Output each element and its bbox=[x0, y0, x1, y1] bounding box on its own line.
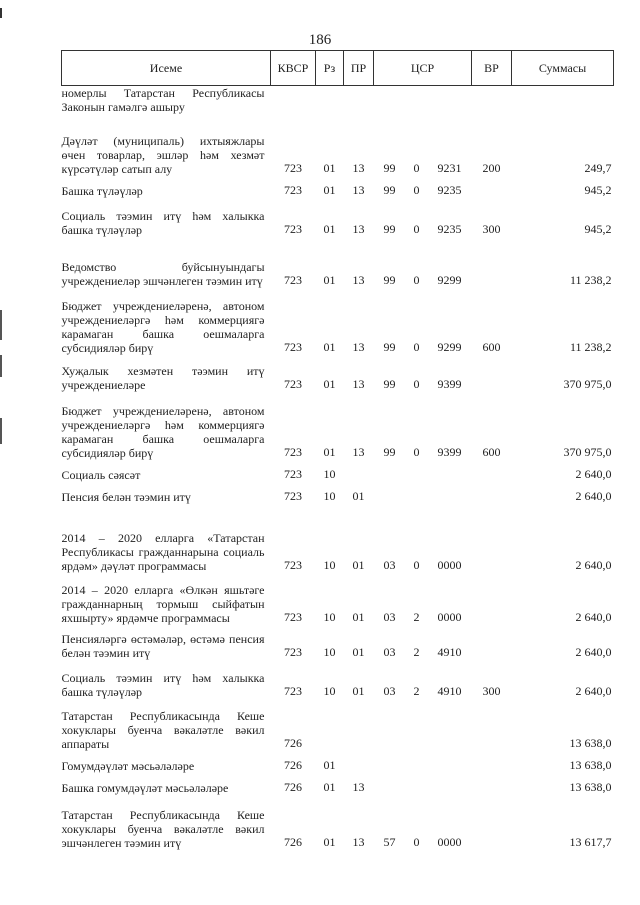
cell-sum: 2 640,0 bbox=[575, 557, 612, 572]
header-rz: Рз bbox=[316, 51, 344, 86]
table-row bbox=[62, 198, 614, 237]
table-row bbox=[62, 86, 614, 116]
cell-csr2: 2 bbox=[413, 644, 420, 659]
cell-sum: 2 640,0 bbox=[575, 683, 612, 698]
cell-csr1: 99 bbox=[383, 376, 396, 391]
cell-csr3: 4910 bbox=[437, 683, 462, 698]
cell-csr2: 0 bbox=[413, 376, 420, 391]
cell-rz: 10 bbox=[323, 609, 336, 624]
cell-csr1: 99 bbox=[383, 221, 396, 236]
cell-sum: 13 638,0 bbox=[569, 757, 612, 772]
cell-kvsr: 726 bbox=[284, 735, 302, 750]
table-row bbox=[62, 751, 614, 773]
cell-sum: 11 238,2 bbox=[569, 339, 612, 354]
table-row bbox=[62, 795, 614, 850]
cell-rz: 01 bbox=[323, 339, 336, 354]
cell-csr1: 99 bbox=[383, 272, 396, 287]
cell-name: Бюджет учреждениеләренә, автоном учреждениеләргә һәм коммерциягә карамаган башка оешмаларга субсидияләр бирү bbox=[61, 403, 265, 460]
cell-vr: 200 bbox=[482, 160, 501, 175]
cell-csr2: 0 bbox=[413, 834, 420, 849]
cell-vr bbox=[472, 751, 512, 773]
cell-name: Башка түләүләр bbox=[61, 183, 143, 198]
cell-csr1 bbox=[374, 460, 406, 482]
cell-csr3: 9231 bbox=[437, 160, 462, 175]
cell-rz: 01 bbox=[323, 376, 336, 391]
cell-pr: 13 bbox=[352, 182, 365, 197]
cell-csr1 bbox=[374, 86, 406, 116]
cell-name: Социаль тәэмин итү һәм халыкка башка түләүләр bbox=[61, 208, 265, 237]
scan-margin-line bbox=[0, 355, 2, 377]
cell-csr3: 0000 bbox=[437, 834, 462, 849]
cell-csr3: 9299 bbox=[437, 272, 462, 287]
cell-pr: 01 bbox=[352, 644, 365, 659]
cell-rz bbox=[316, 699, 344, 751]
cell-rz: 01 bbox=[323, 272, 336, 287]
table-header-row bbox=[62, 51, 614, 86]
table-row bbox=[62, 573, 614, 625]
cell-csr3 bbox=[428, 460, 472, 482]
cell-csr3: 0000 bbox=[437, 557, 462, 572]
cell-sum: 2 640,0 bbox=[575, 609, 612, 624]
cell-sum: 370 975,0 bbox=[563, 376, 612, 391]
cell-pr: 01 bbox=[352, 683, 365, 698]
cell-pr: 01 bbox=[352, 488, 365, 503]
cell-pr: 13 bbox=[352, 834, 365, 849]
cell-vr bbox=[472, 482, 512, 504]
cell-name: Социаль сәясәт bbox=[61, 467, 141, 482]
cell-kvsr: 723 bbox=[284, 609, 302, 624]
cell-pr: 13 bbox=[352, 339, 365, 354]
table-row bbox=[62, 625, 614, 660]
cell-csr3: 9399 bbox=[437, 444, 462, 459]
cell-name: 2014 – 2020 елларга «Өлкән яшьтәге гражданнарның тормыш сыйфатын яхшырту» ярдәмче программасы bbox=[61, 582, 265, 625]
cell-sum: 2 640,0 bbox=[575, 488, 612, 503]
cell-sum: 2 640,0 bbox=[575, 644, 612, 659]
table-row bbox=[62, 355, 614, 392]
cell-sum: 2 640,0 bbox=[575, 466, 612, 481]
cell-csr1: 57 bbox=[383, 834, 396, 849]
cell-csr3: 0000 bbox=[437, 609, 462, 624]
cell-kvsr: 723 bbox=[284, 444, 302, 459]
cell-name: Хуҗалык хезмәтен тәэмин итү учреждениеләре bbox=[61, 363, 265, 392]
cell-csr1: 03 bbox=[383, 683, 396, 698]
cell-sum: 945,2 bbox=[584, 221, 612, 236]
cell-name: Дәүләт (муниципаль) ихтыяжлары өчен товарлар, эшләр һәм хезмәт күрсәтүләр сатып алу bbox=[61, 133, 265, 176]
cell-kvsr: 723 bbox=[284, 376, 302, 391]
cell-kvsr: 723 bbox=[284, 644, 302, 659]
cell-kvsr: 723 bbox=[284, 221, 302, 236]
cell-kvsr: 726 bbox=[284, 834, 302, 849]
cell-name: Ведомство буйсынуындагы учреждениеләр эшчәнлеген тәэмин итү bbox=[61, 259, 265, 288]
cell-csr1 bbox=[374, 482, 406, 504]
cell-csr2: 0 bbox=[413, 557, 420, 572]
table-row bbox=[62, 176, 614, 198]
cell-pr: 01 bbox=[352, 609, 365, 624]
cell-rz: 01 bbox=[323, 444, 336, 459]
table-row bbox=[62, 460, 614, 482]
header-csr: ЦСР bbox=[374, 51, 472, 86]
cell-vr bbox=[472, 355, 512, 392]
cell-vr bbox=[472, 86, 512, 116]
cell-rz: 01 bbox=[323, 160, 336, 175]
cell-csr1: 03 bbox=[383, 609, 396, 624]
cell-rz: 10 bbox=[323, 644, 336, 659]
cell-kvsr: 723 bbox=[284, 160, 302, 175]
cell-pr bbox=[344, 86, 374, 116]
scan-edge-mark bbox=[0, 8, 2, 18]
cell-vr bbox=[472, 460, 512, 482]
cell-sum: 13 638,0 bbox=[569, 779, 612, 794]
cell-pr: 13 bbox=[352, 779, 365, 794]
cell-sum: 249,7 bbox=[584, 160, 612, 175]
header-sum: Суммасы bbox=[512, 51, 614, 86]
cell-name: номерлы Татарстан Республикасы Законын гамәлгә ашыру bbox=[61, 86, 265, 114]
table-row bbox=[62, 699, 614, 751]
cell-name: Социаль тәэмин итү һәм халыкка башка түләүләр bbox=[61, 670, 265, 699]
cell-pr bbox=[344, 751, 374, 773]
cell-kvsr: 723 bbox=[284, 683, 302, 698]
cell-pr bbox=[344, 460, 374, 482]
cell-vr bbox=[472, 573, 512, 625]
cell-csr3: 9299 bbox=[437, 339, 462, 354]
cell-kvsr: 723 bbox=[284, 339, 302, 354]
cell-sum: 13 638,0 bbox=[569, 735, 612, 750]
cell-csr1 bbox=[374, 773, 406, 795]
cell-name: Гомумдәүләт мәсьәләләре bbox=[61, 758, 195, 773]
cell-pr: 01 bbox=[352, 557, 365, 572]
table-row bbox=[62, 237, 614, 288]
cell-csr1: 99 bbox=[383, 160, 396, 175]
table-row bbox=[62, 660, 614, 699]
cell-csr2: 2 bbox=[413, 683, 420, 698]
budget-table bbox=[61, 50, 614, 850]
cell-kvsr: 723 bbox=[284, 272, 302, 287]
cell-rz: 10 bbox=[323, 488, 336, 503]
cell-csr3 bbox=[428, 482, 472, 504]
cell-rz: 01 bbox=[323, 834, 336, 849]
cell-csr3: 4910 bbox=[437, 644, 462, 659]
table-row bbox=[62, 392, 614, 460]
cell-csr3: 9235 bbox=[437, 221, 462, 236]
cell-csr2: 0 bbox=[413, 221, 420, 236]
cell-vr bbox=[472, 176, 512, 198]
cell-csr2: 0 bbox=[413, 444, 420, 459]
cell-kvsr: 723 bbox=[284, 488, 302, 503]
cell-csr1 bbox=[374, 699, 406, 751]
table-row bbox=[62, 482, 614, 504]
cell-vr: 600 bbox=[482, 339, 501, 354]
cell-rz: 01 bbox=[323, 779, 336, 794]
cell-csr2: 0 bbox=[413, 160, 420, 175]
cell-csr2 bbox=[406, 751, 428, 773]
cell-vr bbox=[472, 699, 512, 751]
cell-name: Пенсияләргә өстәмәләр, өстәмә пенсия белән тәэмин итү bbox=[61, 631, 265, 660]
header-name: Исеме bbox=[62, 51, 271, 86]
header-pr: ПР bbox=[344, 51, 374, 86]
cell-vr: 600 bbox=[482, 444, 501, 459]
cell-vr bbox=[472, 625, 512, 660]
cell-rz bbox=[316, 86, 344, 116]
cell-sum: 370 975,0 bbox=[563, 444, 612, 459]
header-kvsr: КВСР bbox=[271, 51, 316, 86]
cell-name: 2014 – 2020 елларга «Татарстан Республикасы гражданнарына социаль ярдәм» дәүләт программасы bbox=[61, 530, 265, 573]
cell-vr bbox=[472, 237, 512, 288]
cell-csr1: 03 bbox=[383, 644, 396, 659]
table-row bbox=[62, 504, 614, 573]
cell-rz: 10 bbox=[323, 683, 336, 698]
header-vr: ВР bbox=[472, 51, 512, 86]
cell-csr2 bbox=[406, 699, 428, 751]
cell-pr: 13 bbox=[352, 272, 365, 287]
cell-csr2 bbox=[406, 773, 428, 795]
cell-sum: 945,2 bbox=[584, 182, 612, 197]
cell-csr2: 0 bbox=[413, 272, 420, 287]
cell-csr3 bbox=[428, 699, 472, 751]
cell-kvsr: 723 bbox=[284, 557, 302, 572]
table-body bbox=[62, 86, 614, 850]
cell-vr: 300 bbox=[482, 683, 501, 698]
cell-csr3: 9399 bbox=[437, 376, 462, 391]
cell-sum: 13 617,7 bbox=[569, 834, 612, 849]
scan-margin-line bbox=[0, 310, 2, 340]
cell-rz: 01 bbox=[323, 221, 336, 236]
cell-sum: 11 238,2 bbox=[569, 272, 612, 287]
cell-kvsr: 723 bbox=[284, 182, 302, 197]
cell-name: Бюджет учреждениеләренә, автоном учреждениеләргә һәм коммерциягә карамаган башка оешмаларга субсидияләр бирү bbox=[61, 298, 265, 355]
cell-name: Татарстан Республикасында Кеше хокуклары буенча вәкаләтле вәкил аппараты bbox=[61, 708, 265, 751]
cell-kvsr: 726 bbox=[284, 779, 302, 794]
cell-csr2 bbox=[406, 482, 428, 504]
cell-csr2 bbox=[406, 460, 428, 482]
cell-csr3 bbox=[428, 86, 472, 116]
cell-name: Пенсия белән тәэмин итү bbox=[61, 489, 191, 504]
cell-vr: 300 bbox=[482, 221, 501, 236]
scan-margin-line bbox=[0, 418, 2, 444]
cell-pr: 13 bbox=[352, 221, 365, 236]
table-row bbox=[62, 116, 614, 176]
cell-csr2: 2 bbox=[413, 609, 420, 624]
cell-pr: 13 bbox=[352, 376, 365, 391]
cell-name: Татарстан Республикасында Кеше хокуклары буенча вәкаләтле вәкил эшчәнлеген тәэмин итү bbox=[61, 807, 265, 850]
cell-pr: 13 bbox=[352, 160, 365, 175]
cell-csr2: 0 bbox=[413, 182, 420, 197]
cell-csr1: 99 bbox=[383, 339, 396, 354]
cell-csr2 bbox=[406, 86, 428, 116]
cell-csr3 bbox=[428, 751, 472, 773]
cell-rz: 10 bbox=[323, 557, 336, 572]
cell-vr bbox=[472, 504, 512, 573]
cell-csr1 bbox=[374, 751, 406, 773]
cell-csr1: 99 bbox=[383, 182, 396, 197]
table-row bbox=[62, 773, 614, 795]
cell-csr3: 9235 bbox=[437, 182, 462, 197]
cell-rz: 01 bbox=[323, 757, 336, 772]
cell-csr3 bbox=[428, 773, 472, 795]
cell-kvsr bbox=[271, 86, 316, 116]
table-row bbox=[62, 288, 614, 355]
cell-name: Башка гомумдәүләт мәсьәләләре bbox=[61, 780, 229, 795]
cell-pr bbox=[344, 699, 374, 751]
page-number: 186 bbox=[308, 32, 332, 48]
cell-pr: 13 bbox=[352, 444, 365, 459]
cell-csr1: 99 bbox=[383, 444, 396, 459]
cell-kvsr: 726 bbox=[284, 757, 302, 772]
cell-sum bbox=[512, 86, 614, 116]
cell-csr1: 03 bbox=[383, 557, 396, 572]
cell-vr bbox=[472, 795, 512, 850]
cell-rz: 10 bbox=[323, 466, 336, 481]
cell-rz: 01 bbox=[323, 182, 336, 197]
cell-csr2: 0 bbox=[413, 339, 420, 354]
cell-vr bbox=[472, 773, 512, 795]
cell-kvsr: 723 bbox=[284, 466, 302, 481]
